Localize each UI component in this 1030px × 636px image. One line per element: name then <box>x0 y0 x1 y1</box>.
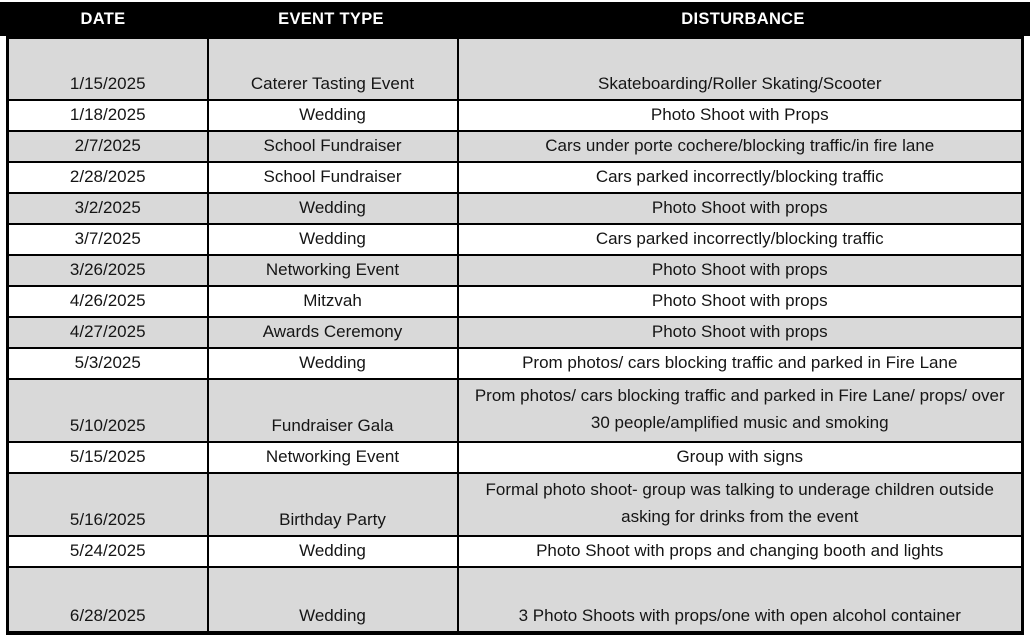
cell-disturbance: Formal photo shoot- group was talking to underage children outside asking for drinks from the event <box>458 473 1023 536</box>
cell-disturbance: Skateboarding/Roller Skating/Scooter <box>458 38 1023 100</box>
cell-event-type: Awards Ceremony <box>208 317 458 348</box>
cell-date: 6/28/2025 <box>8 567 208 633</box>
cell-disturbance: Cars parked incorrectly/blocking traffic <box>458 162 1023 193</box>
table-row <box>8 473 1023 536</box>
cell-disturbance: Photo Shoot with props <box>458 193 1023 224</box>
table-header <box>0 2 1030 36</box>
cell-event-type: Birthday Party <box>208 473 458 536</box>
table-row <box>8 317 1023 348</box>
cell-date: 3/26/2025 <box>8 255 208 286</box>
cell-disturbance: Photo Shoot with props <box>458 255 1023 286</box>
cell-event-type: Wedding <box>208 100 458 131</box>
cell-disturbance: Photo Shoot with props and changing booth and lights <box>458 536 1023 567</box>
cell-date: 5/24/2025 <box>8 536 208 567</box>
cell-date: 2/7/2025 <box>8 131 208 162</box>
cell-date: 4/26/2025 <box>8 286 208 317</box>
table-row <box>8 255 1023 286</box>
cell-disturbance: Prom photos/ cars blocking traffic and parked in Fire Lane/ props/ over 30 people/amplified music and smoking <box>458 379 1023 442</box>
cell-disturbance: Photo Shoot with Props <box>458 100 1023 131</box>
cell-date: 5/10/2025 <box>8 379 208 442</box>
cell-disturbance: Group with signs <box>458 442 1023 473</box>
cell-disturbance: Photo Shoot with props <box>458 286 1023 317</box>
cell-date: 1/15/2025 <box>8 38 208 100</box>
cell-date: 3/7/2025 <box>8 224 208 255</box>
table-row <box>8 567 1023 633</box>
cell-date: 5/15/2025 <box>8 442 208 473</box>
table-row <box>8 38 1023 100</box>
table-row <box>8 100 1023 131</box>
cell-date: 4/27/2025 <box>8 317 208 348</box>
table-row <box>8 131 1023 162</box>
cell-disturbance: Photo Shoot with props <box>458 317 1023 348</box>
table-row <box>8 193 1023 224</box>
header-cell-date: DATE <box>80 9 126 28</box>
cell-event-type: Wedding <box>208 193 458 224</box>
cell-date: 2/28/2025 <box>8 162 208 193</box>
table-row <box>8 536 1023 567</box>
cell-event-type: Mitzvah <box>208 286 458 317</box>
table-row <box>8 286 1023 317</box>
disturbance-table <box>6 36 1024 635</box>
cell-event-type: Wedding <box>208 567 458 633</box>
cell-date: 5/3/2025 <box>8 348 208 379</box>
cell-event-type: Wedding <box>208 348 458 379</box>
cell-event-type: Networking Event <box>208 255 458 286</box>
table-row <box>8 379 1023 442</box>
cell-event-type: Wedding <box>208 536 458 567</box>
cell-disturbance: Prom photos/ cars blocking traffic and parked in Fire Lane <box>458 348 1023 379</box>
cell-event-type: School Fundraiser <box>208 131 458 162</box>
cell-date: 3/2/2025 <box>8 193 208 224</box>
cell-date: 5/16/2025 <box>8 473 208 536</box>
cell-event-type: Fundraiser Gala <box>208 379 458 442</box>
table-row <box>8 162 1023 193</box>
header-cell-disturbance: DISTURBANCE <box>681 9 805 28</box>
cell-event-type: Wedding <box>208 224 458 255</box>
cell-event-type: Networking Event <box>208 442 458 473</box>
cell-event-type: School Fundraiser <box>208 162 458 193</box>
table-row <box>8 348 1023 379</box>
cell-disturbance: Cars parked incorrectly/blocking traffic <box>458 224 1023 255</box>
cell-disturbance: Cars under porte cochere/blocking traffic/in fire lane <box>458 131 1023 162</box>
table-row <box>8 224 1023 255</box>
cell-event-type: Caterer Tasting Event <box>208 38 458 100</box>
cell-date: 1/18/2025 <box>8 100 208 131</box>
table-row <box>8 442 1023 473</box>
header-cell-event-type: EVENT TYPE <box>278 9 384 28</box>
cell-disturbance: 3 Photo Shoots with props/one with open alcohol container <box>458 567 1023 633</box>
